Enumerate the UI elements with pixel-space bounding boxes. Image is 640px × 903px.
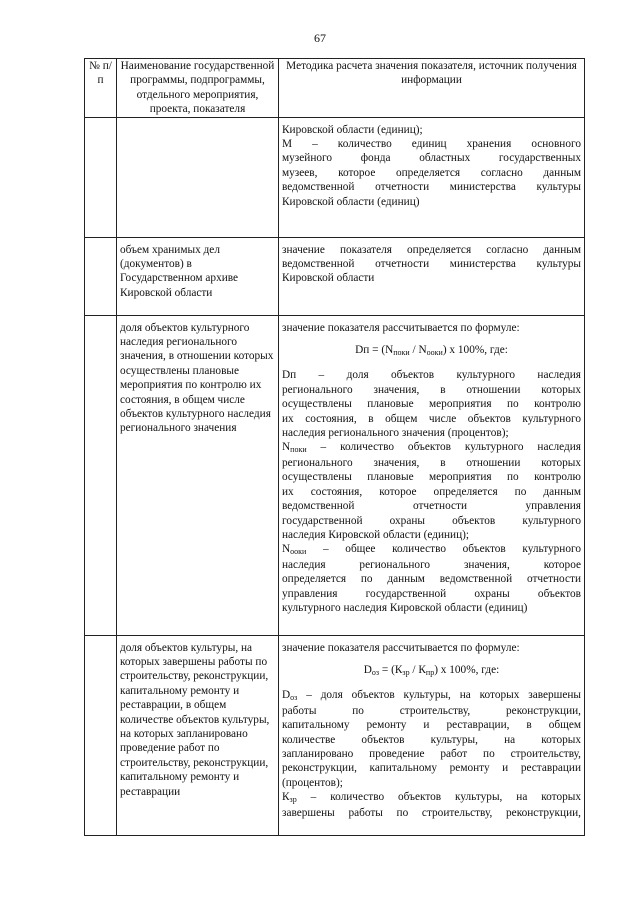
table-row <box>85 635 585 835</box>
text-line: наследия регионального значения, которое <box>282 558 581 571</box>
text-line: капитальному ремонту и реставрации, в общем <box>282 719 581 732</box>
text-line: осуществлены плановые мероприятия по контролю <box>282 398 581 411</box>
text-line: ведомственной отчетности управления <box>282 500 581 513</box>
text-line: управления государственной охраны объектов <box>282 587 581 600</box>
text-line: регионального значения, в отношении которых <box>282 456 581 469</box>
text-line: Dп – доля объектов культурного наследия <box>282 369 581 382</box>
row-number-cell <box>85 237 117 315</box>
text-line: наследия Кировской области (единиц); <box>282 528 470 541</box>
table-row <box>85 315 585 635</box>
row-method-cell <box>279 117 585 237</box>
text-line: реконструкции, капитальному ремонту и реставрации <box>282 762 581 775</box>
text-line: государственной охраны объектов культурного <box>282 514 581 527</box>
indicators-table <box>84 58 585 836</box>
text-line: музеев, которое определяется согласно данным <box>282 166 581 179</box>
row-method-cell <box>279 635 585 835</box>
text-line: осуществлены плановые мероприятия по контролю <box>282 471 581 484</box>
page-number: 67 <box>314 31 326 45</box>
text-line: работы по строительству, реконструкции, <box>282 704 581 717</box>
text-line: Кировской области <box>282 272 375 285</box>
text-line: Nооки – общее количество объектов культурного <box>282 543 581 557</box>
text-line: Nпоки – количество объектов культурного наследия <box>282 441 581 455</box>
text-line: регионального значения, в отношении которых <box>282 383 581 396</box>
text-line: Dоз – доля объектов культуры, на которых завершены <box>282 689 581 703</box>
text-line: наследия регионального значения (процентов); <box>282 427 509 440</box>
text-line: Кировской области (единиц) <box>282 195 420 208</box>
row-number-cell <box>85 635 117 835</box>
text-line: значение показателя определяется согласно данным <box>282 243 581 256</box>
table-row <box>85 237 585 315</box>
text-line: музейного фонда областных государственных <box>282 152 581 165</box>
table-row <box>85 117 585 237</box>
text-line: запланировано проведение работ по строительству, <box>282 748 581 761</box>
row-name-cell: объем хранимых дел (документов) в Государственном архиве Кировской области <box>117 237 279 315</box>
formula: Dоз = (Кзр / Кпр) x 100%, где: <box>363 664 500 678</box>
row-name-cell: доля объектов культурного наследия регионального значения, в отношении которых осуществлены плановые мероприятия по контролю их состояния, в общем числе объектов культурного наследия регионального значения <box>117 315 279 635</box>
header-number: № п/п <box>85 59 117 118</box>
text-line: завершены работы по строительству, реконструкции, <box>282 806 581 819</box>
text-line: их состояния, которое определяется по данным <box>282 485 581 498</box>
text-line: количестве объектов культуры, на которых <box>282 733 581 746</box>
text-line: определяется по данным ведомственной отчетности <box>282 573 581 586</box>
header-name: Наименование государственной программы, подпрограммы, отдельного мероприятия, проекта, показателя <box>117 59 279 118</box>
text-line: культурного наследия Кировской области (единиц) <box>282 601 528 614</box>
formula-intro: значение показателя рассчитывается по формуле: <box>282 321 520 334</box>
row-name-cell: доля объектов культуры, на которых завершены работы по строительству, реконструкции, капитальному ремонту и реставрации, в общем количестве объектов культуры, на которых запланировано проведение работ по строительству, реконструкции, капитальному ремонту и реставрации <box>117 635 279 835</box>
row-number-cell <box>85 117 117 237</box>
table-header-row <box>85 59 585 118</box>
text-line: их состояния, в общем числе объектов культурного <box>282 412 581 425</box>
text-line: ведомственной отчетности министерства культуры <box>282 258 581 271</box>
row-number-cell <box>85 315 117 635</box>
row-method-cell <box>279 315 585 635</box>
row-name-cell <box>117 117 279 237</box>
text-line: М – количество единиц хранения основного <box>282 138 581 151</box>
formula: Dп = (Nпоки / Nооки) x 100%, где: <box>355 344 508 358</box>
text-line: (процентов); <box>282 776 343 789</box>
row-method-cell <box>279 237 585 315</box>
text-line: ведомственной отчетности министерства культуры <box>282 181 581 194</box>
text-line: Кзр – количество объектов культуры, на которых <box>282 791 581 805</box>
header-method: Методика расчета значения показателя, источник получения информации <box>279 59 585 118</box>
formula-intro: значение показателя рассчитывается по формуле: <box>282 641 520 654</box>
text-line: Кировской области (единиц); <box>282 123 423 136</box>
